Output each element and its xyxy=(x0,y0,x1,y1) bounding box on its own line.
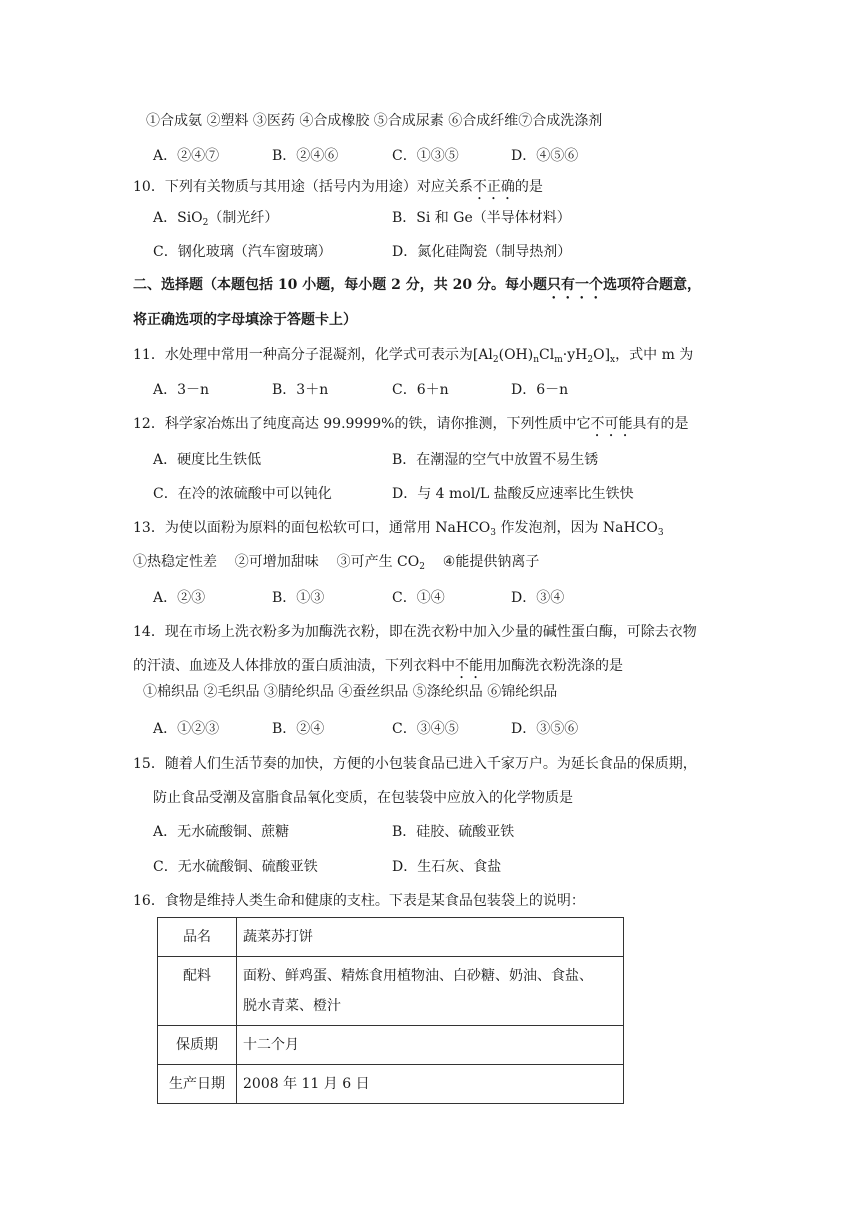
table-row xyxy=(158,1026,624,1065)
q9-option-b: B．②④⑥ xyxy=(272,148,339,164)
q10-option-b: B．Si 和 Ge（半导体材料） xyxy=(392,210,571,226)
table-row xyxy=(158,957,624,1026)
table-key-cell: 品名 xyxy=(158,918,237,957)
table-value-cell: 面粉、鲜鸡蛋、精炼食用植物油、白砂糖、奶油、食盐、 脱水青菜、橙汁 xyxy=(237,957,624,1026)
q12-stem: 12．科学家冶炼出了纯度高达 99.9999%的铁，请你推测，下列性质中它不可能具有的是 xyxy=(133,416,689,432)
q15-option-b: B．硅胶、硫酸亚铁 xyxy=(392,824,515,840)
q14-option-a: A．①②③ xyxy=(153,721,220,737)
q13-option-a: A．②③ xyxy=(153,590,206,606)
q12-option-c: C．在冷的浓硫酸中可以钝化 xyxy=(153,486,332,502)
q13-items: ①热稳定性差 ②可增加甜味 ③可产生 $CO_2$ ④能提供钠离子 xyxy=(133,554,540,572)
table-value-cell: 十二个月 xyxy=(237,1026,624,1065)
q9-items: ①合成氨 ②塑料 ③医药 ④合成橡胶 ⑤合成尿素 ⑥合成纤维⑦合成洗涤剂 xyxy=(146,113,603,129)
section2-heading-line1: 二、选择题（本题包括 10 小题，每小题 2 分，共 20 分。每小题只有一个选项符合题意， xyxy=(133,277,701,293)
q10-option-a: A．SiO$_2$（制光纤） xyxy=(153,210,279,228)
q14-option-c: C．③④⑤ xyxy=(392,721,459,737)
q10-option-d: D．氮化硅陶瓷（制导热剂） xyxy=(392,244,572,260)
table-row xyxy=(158,1065,624,1104)
q12-option-b: B．在潮湿的空气中放置不易生锈 xyxy=(392,452,599,468)
q13-option-b: B．①③ xyxy=(272,590,325,606)
q9-option-a: A．②④⑦ xyxy=(153,148,220,164)
q11-option-d: D．6－n xyxy=(511,382,569,398)
q14-stem-line2: 的汗渍、血迹及人体排放的蛋白质油渍，下列衣料中不能用加酶洗衣粉洗涤的是 xyxy=(133,658,623,674)
q15-option-d: D．生石灰、食盐 xyxy=(392,859,502,875)
q12-option-a: A．硬度比生铁低 xyxy=(153,452,262,468)
q11-stem: 11．水处理中常用一种高分子混凝剂，化学式可表示为$[Al_2(OH)_nCl_m\cdot yH_2O]_x$，式中 m 为 xyxy=(133,347,694,365)
q9-option-c: C．①③⑤ xyxy=(392,148,459,164)
q15-stem-line2: 防止食品受潮及富脂食品氧化变质，在包装袋中应放入的化学物质是 xyxy=(153,790,573,806)
table-key-cell: 保质期 xyxy=(158,1026,237,1065)
q16-stem: 16．食物是维持人类生命和健康的支柱。下表是某食品包装袋上的说明： xyxy=(133,893,585,909)
q10-option-c: C．钢化玻璃（汽车窗玻璃） xyxy=(153,244,332,260)
table-row xyxy=(158,918,624,957)
q13-option-c: C．①④ xyxy=(392,590,445,606)
q14-option-b: B．②④ xyxy=(272,721,325,737)
table-value-cell: 蔬菜苏打饼 xyxy=(237,918,624,957)
table-key-cell: 生产日期 xyxy=(158,1065,237,1104)
q12-option-d: D．与 4 mol/L 盐酸反应速率比生铁快 xyxy=(392,486,634,502)
q14-option-d: D．③⑤⑥ xyxy=(511,721,579,737)
q14-items: ①棉织品 ②毛织品 ③腈纶织品 ④蚕丝织品 ⑤涤纶织品 ⑥锦纶织品 xyxy=(143,684,558,700)
q13-stem: 13．为使以面粉为原料的面包松软可口，通常用 NaHCO$_3$ 作发泡剂，因为 NaHCO$_3$ xyxy=(133,520,664,538)
food-label-table xyxy=(157,917,624,1104)
q14-stem-line1: 14．现在市场上洗衣粉多为加酶洗衣粉，即在洗衣粉中加入少量的碱性蛋白酶，可除去衣物 xyxy=(133,624,697,640)
q15-option-a: A．无水硫酸铜、蔗糖 xyxy=(153,824,290,840)
table-key-cell: 配料 xyxy=(158,957,237,1026)
q15-stem-line1: 15．随着人们生活节奏的加快，方便的小包装食品已进入千家万户。为延长食品的保质期， xyxy=(133,756,697,772)
table-value-cell: 2008 年 11 月 6 日 xyxy=(237,1065,624,1104)
q11-option-c: C．6＋n xyxy=(392,382,449,398)
q15-option-c: C．无水硫酸铜、硫酸亚铁 xyxy=(153,859,318,875)
q10-stem: 10．下列有关物质与其用途（括号内为用途）对应关系不正确的是 xyxy=(133,179,543,195)
q11-option-a: A．3－n xyxy=(153,382,210,398)
q11-option-b: B．3＋n xyxy=(272,382,329,398)
q13-option-d: D．③④ xyxy=(511,590,565,606)
q9-option-d: D．④⑤⑥ xyxy=(511,148,579,164)
section2-heading-line2: 将正确选项的字母填涂于答题卡上） xyxy=(133,312,357,328)
